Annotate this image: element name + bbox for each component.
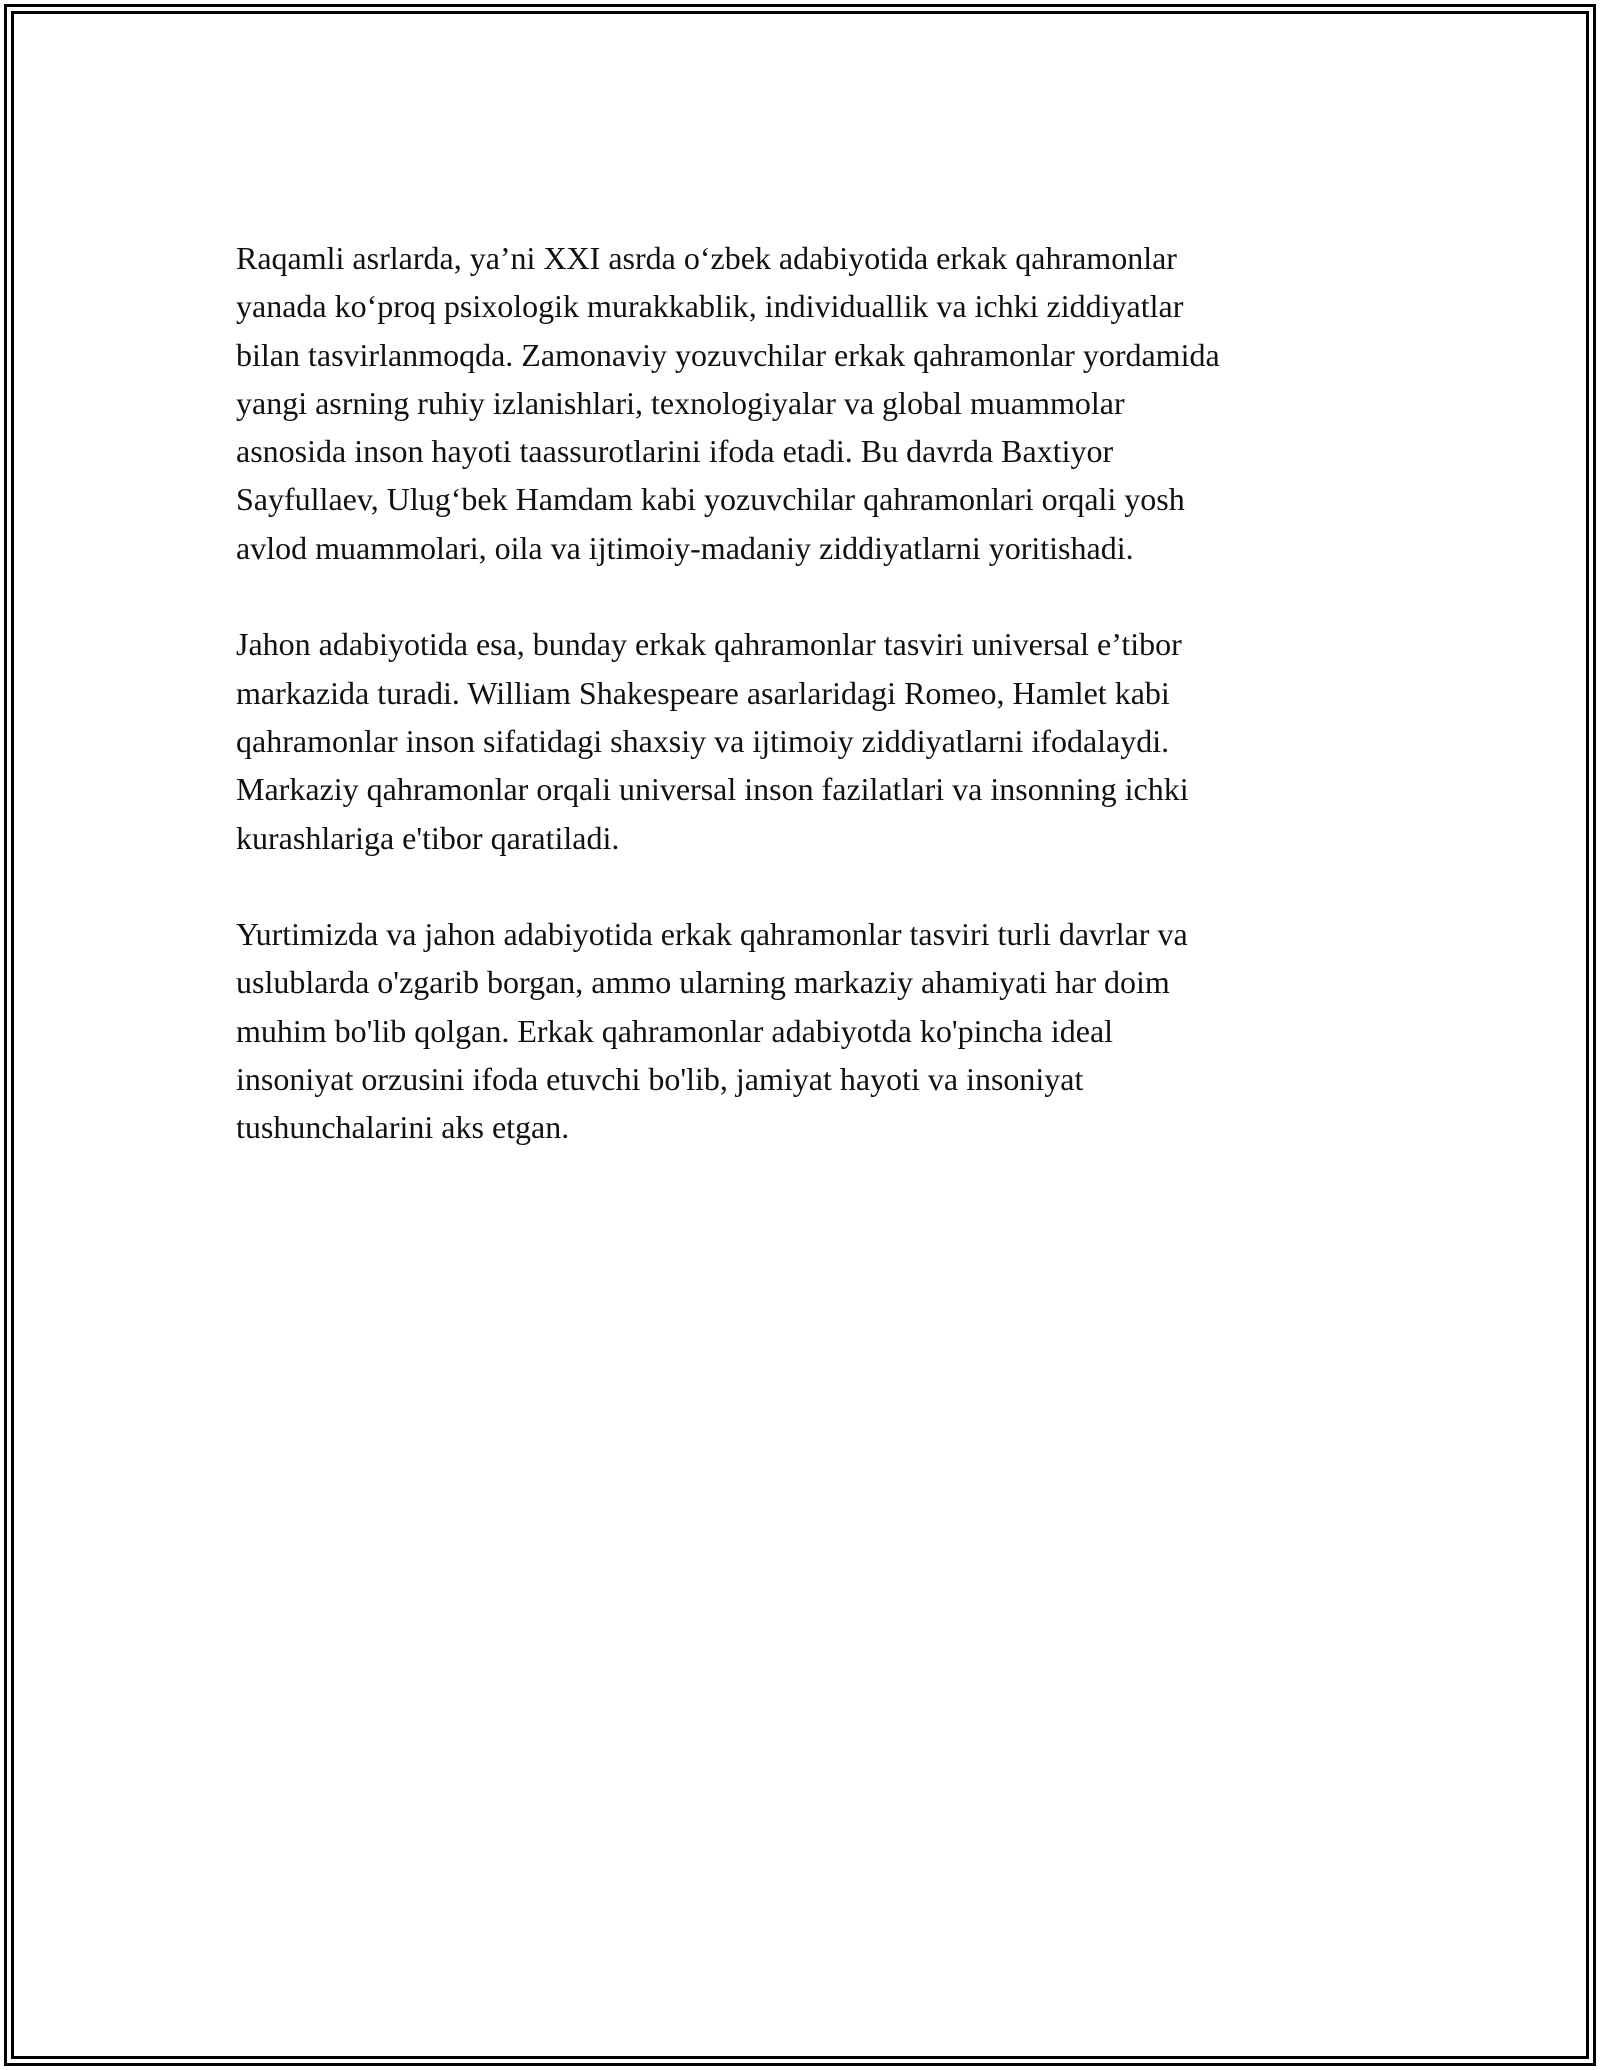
paragraph-1: [236, 234, 1386, 572]
text-line: Raqamli asrlarda, ya’ni XXI asrda o‘zbek adabiyotida erkak qahramonlar: [236, 240, 1177, 276]
text-line: kurashlariga e'tibor qaratiladi.: [236, 819, 620, 856]
text-line: bilan tasvirlanmoqda. Zamonaviy yozuvchilar erkak qahramonlar yordamida: [236, 336, 1220, 373]
text-line: Markaziy qahramonlar orqali universal inson fazilatlari va insonning ichki: [236, 771, 1189, 808]
text-line: tushunchalarini aks etgan.: [236, 1109, 570, 1146]
text-line: uslublarda o'zgarib borgan, ammo ularning markaziy ahamiyati har doim: [236, 964, 1170, 1001]
text-line: Sayfullaev, Ulug‘bek Hamdam kabi yozuvchilar qahramonlari orqali yosh: [236, 481, 1185, 518]
text-line: Jahon adabiyotida esa, bunday erkak qahramonlar tasviri universal e’tibor: [236, 626, 1182, 663]
text-line: avlod muammolari, oila va ijtimoiy-madaniy ziddiyatlarni yoritishadi.: [236, 529, 1134, 566]
paragraph-2: [236, 620, 1386, 861]
text-line: yanada ko‘proq psixologik murakkablik, individuallik va ichki ziddiyatlar: [236, 288, 1184, 325]
paragraph-3: [236, 910, 1386, 1151]
text-line: markazida turadi. William Shakespeare asarlaridagi Romeo, Hamlet kabi: [236, 674, 1170, 711]
text-line: Yurtimizda va jahon adabiyotida erkak qahramonlar tasviri turli davrlar va: [236, 916, 1188, 953]
text-line: qahramonlar inson sifatidagi shaxsiy va ijtimoiy ziddiyatlarni ifodalaydi.: [236, 722, 1170, 759]
text-line: muhim bo'lib qolgan. Erkak qahramonlar adabiyotda ko'pincha ideal: [236, 1012, 1114, 1049]
text-line: asnosida inson hayoti taassurotlarini ifoda etadi. Bu davrda Baxtiyor: [236, 433, 1114, 470]
document-body: [236, 234, 1386, 1200]
text-line: yangi asrning ruhiy izlanishlari, texnologiyalar va global muammolar: [236, 384, 1125, 421]
text-line: insoniyat orzusini ifoda etuvchi bo'lib, jamiyat hayoti va insoniyat: [236, 1061, 1084, 1098]
